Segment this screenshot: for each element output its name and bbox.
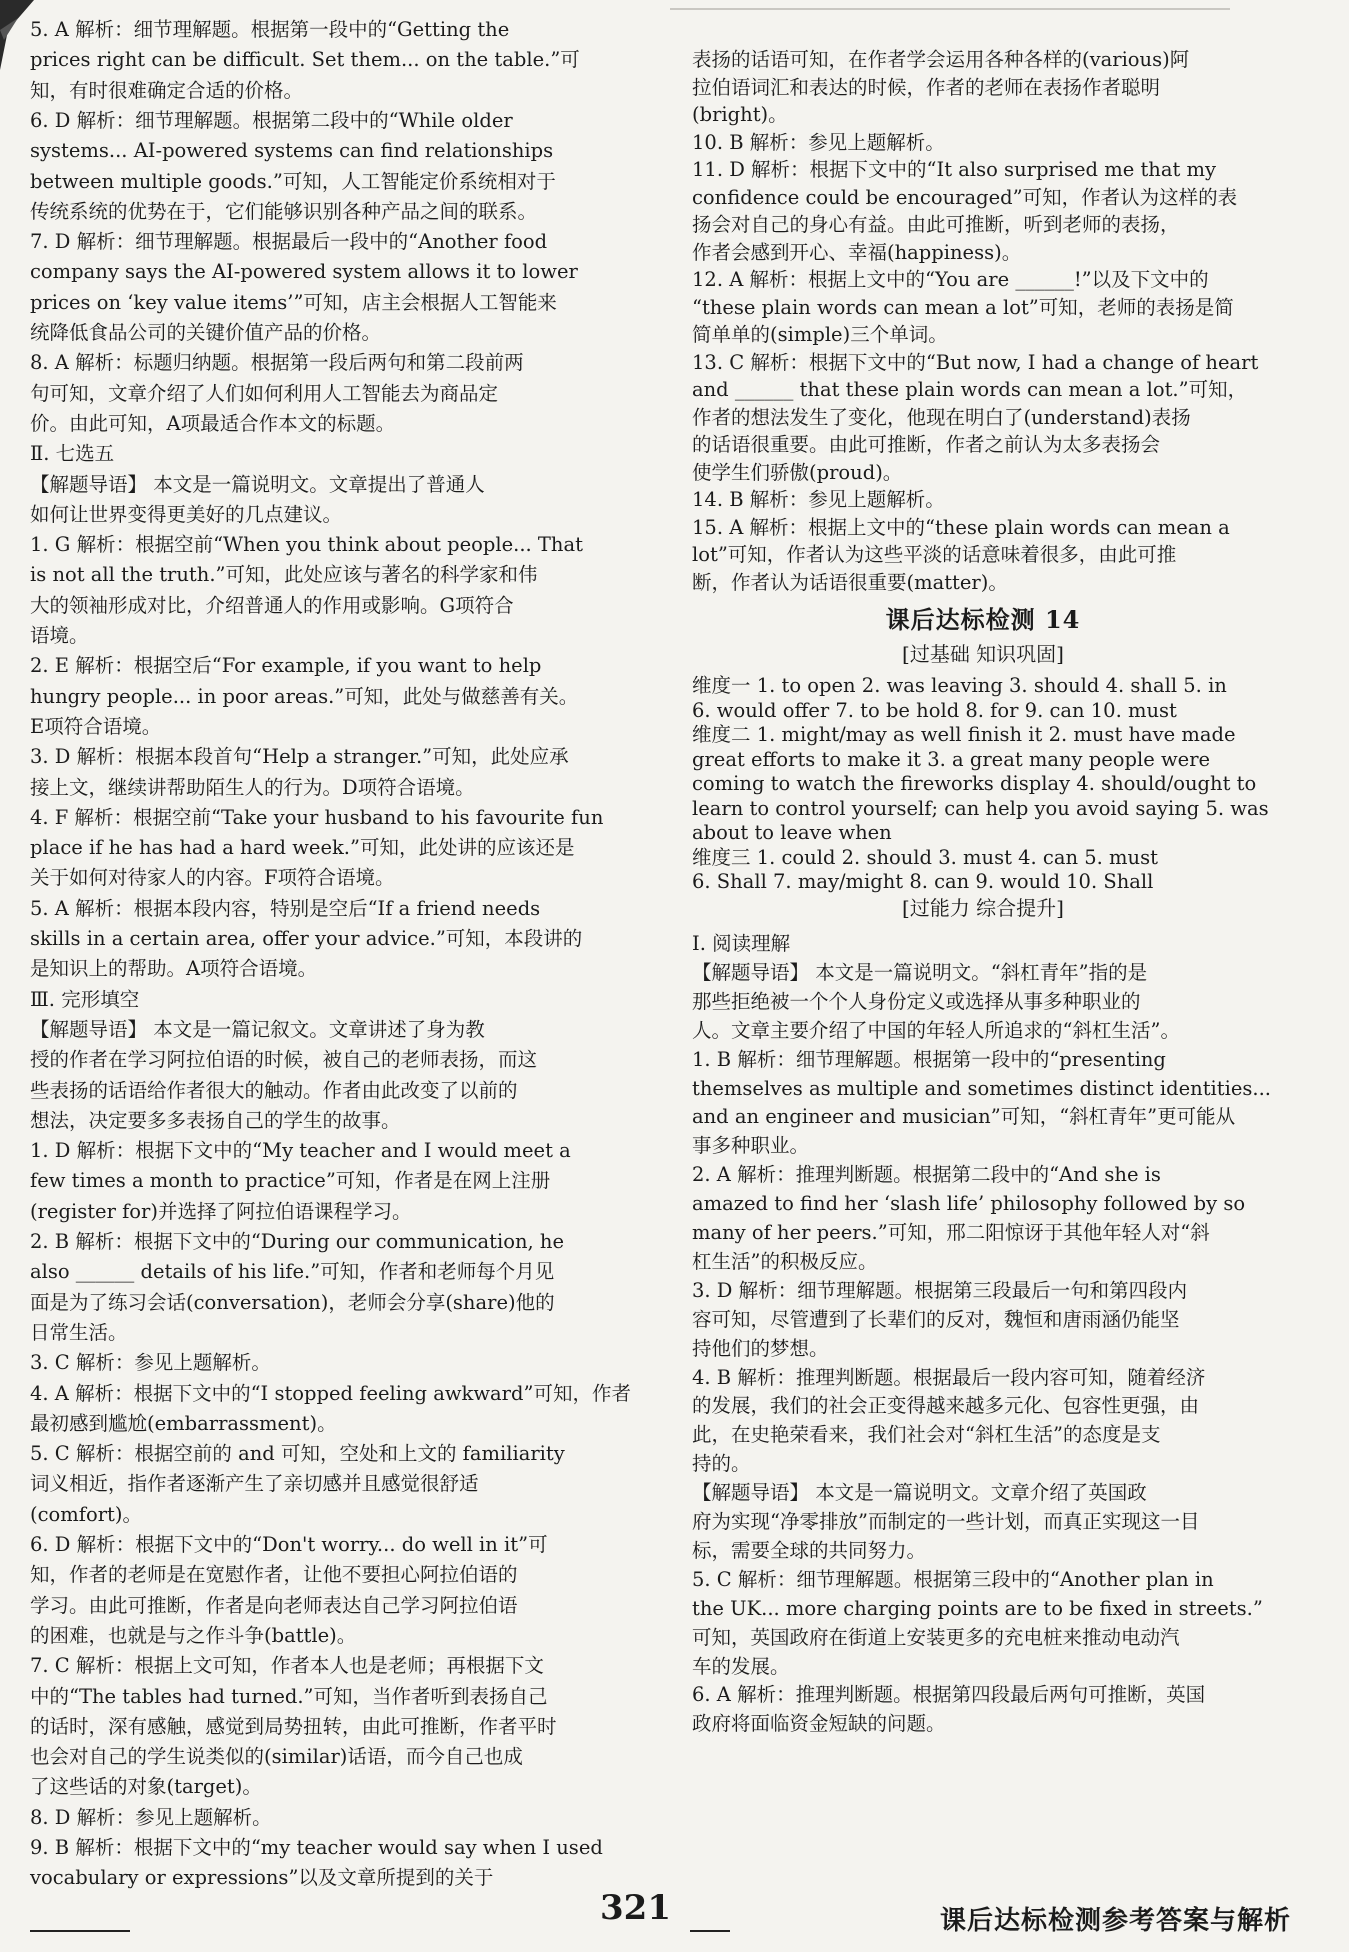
right-text-line: 的发展，我们的社会正变得越来越多元化、包容性更强，由 xyxy=(692,1394,1200,1418)
right-text-line: 6. Shall 7. may/might 8. can 9. would 10. Shall xyxy=(692,870,1154,893)
left-text-line: 些表扬的话语给作者很大的触动。作者由此改变了以前的 xyxy=(30,1078,518,1102)
left-text-line: 语境。 xyxy=(30,624,89,647)
left-text-line: place if he has had a hard week.”可知，此处讲的应该还是 xyxy=(30,836,575,860)
left-text-line: 想法，决定要多多表扬自己的学生的故事。 xyxy=(30,1108,401,1132)
right-text-line: 断，作者认为话语很重要(matter)。 xyxy=(692,570,1008,594)
left-text-line: Ⅲ. 完形填空 xyxy=(30,987,140,1011)
page-corner-mark xyxy=(0,0,34,70)
left-text-line: systems... AI-powered systems can find relationships xyxy=(30,139,554,163)
right-text-line: “these plain words can mean a lot”可知，老师的表扬是简 xyxy=(692,295,1234,319)
left-text-line: 2. B 解析：根据下文中的“During our communication, he xyxy=(30,1230,565,1253)
right-text-line: 11. D 解析：根据下文中的“It also surprised me that my xyxy=(692,158,1217,181)
section-subheading: [过能力 综合提升] xyxy=(902,896,1064,920)
left-text-line: 4. F 解析：根据空前“Take your husband to his favourite fun xyxy=(30,805,604,829)
right-text-line: 作者的想法发生了变化，他现在明白了(understand)表扬 xyxy=(692,405,1191,429)
right-text-line: 5. C 解析：细节理解题。根据第三段中的“Another plan in xyxy=(692,1567,1214,1591)
left-text-line: prices on ‘key value items’”可知，店主会根据人工智能来 xyxy=(30,290,557,314)
right-text-line: 【解题导语】 本文是一篇说明文。文章介绍了英国政 xyxy=(692,1481,1147,1505)
right-text-line: 杠生活”的积极反应。 xyxy=(692,1249,878,1273)
left-text-line: 1. G 解析：根据空前“When you think about people... That xyxy=(30,533,583,557)
right-text-line: 的话语很重要。由此可推断，作者之前认为太多表扬会 xyxy=(692,433,1161,456)
right-text-line: many of her peers.”可知，邢二阳惊讶于其他年轻人对“斜 xyxy=(692,1221,1210,1244)
right-text-line: 作者会感到开心、幸福(happiness)。 xyxy=(692,240,1022,264)
left-text-line: 9. B 解析：根据下文中的“my teacher would say when I used xyxy=(30,1836,603,1859)
right-text-line: 12. A 解析：根据上文中的“You are ______!”以及下文中的 xyxy=(692,268,1209,291)
left-text-line: also ______ details of his life.”可知，作者和老师每个月见 xyxy=(30,1260,555,1284)
right-text-line: 3. D 解析：细节理解题。根据第三段最后一句和第四段内 xyxy=(692,1278,1188,1302)
right-text-line: learn to control yourself; can help you avoid saying 5. was xyxy=(692,796,1269,820)
right-text-line: 1. B 解析：细节理解题。根据第一段中的“presenting xyxy=(692,1047,1166,1071)
left-text-line: 大的领袖形成对比，介绍普通人的作用或影响。G项符合 xyxy=(30,593,514,617)
section-subheading: [过基础 知识巩固] xyxy=(902,642,1064,666)
right-text-line: 人。文章主要介绍了中国的年轻人所追求的“斜杠生活”。 xyxy=(692,1018,1180,1042)
left-text-line: is not all the truth.”可知，此处应该与著名的科学家和伟 xyxy=(30,563,538,587)
right-text-line: 持的。 xyxy=(692,1452,751,1476)
left-text-line: 是知识上的帮助。A项符合语境。 xyxy=(30,957,318,981)
left-text-line: 了这些话的对象(target)。 xyxy=(30,1775,262,1799)
left-text-line: 最初感到尴尬(embarrassment)。 xyxy=(30,1411,337,1435)
right-text-line: 事多种职业。 xyxy=(692,1134,810,1158)
right-text-line: 此，在史艳荣看来，我们社会对“斜杠生活”的态度是支 xyxy=(692,1423,1161,1447)
footer-rule-left xyxy=(30,1930,130,1932)
right-text-line: 使学生们骄傲(proud)。 xyxy=(692,460,903,484)
left-text-line: 3. D 解析：根据本段首句“Help a stranger.”可知，此处应承 xyxy=(30,745,569,769)
left-text-line: 授的作者在学习阿拉伯语的时候，被自己的老师表扬，而这 xyxy=(30,1048,538,1072)
right-text-line: coming to watch the fireworks display 4. should/ought to xyxy=(692,772,1257,795)
footer-section-label: 课后达标检测参考答案与解析 xyxy=(940,1906,1292,1936)
left-text-line: few times a month to practice”可知，作者是在网上注册 xyxy=(30,1169,551,1193)
right-text-line: great efforts to make it 3. a great many people were xyxy=(692,747,1211,771)
left-text-line: 1. D 解析：根据下文中的“My teacher and I would meet a xyxy=(30,1139,571,1163)
left-text-line: hungry people... in poor areas.”可知，此处与做慈善有关。 xyxy=(30,684,579,708)
left-text-line: 8. A 解析：标题归纳题。根据第一段后两句和第二段前两 xyxy=(30,351,524,375)
left-text-line: skills in a certain area, offer your advice.”可知，本段讲的 xyxy=(30,927,583,950)
left-text-line: 6. D 解析：根据下文中的“Don't worry... do well in it”可 xyxy=(30,1533,548,1556)
left-text-line: 的话时，深有感触，感觉到局势扭转，由此可推断，作者平时 xyxy=(30,1714,557,1738)
left-text-line: 7. D 解析：细节理解题。根据最后一段中的“Another food xyxy=(30,230,548,254)
right-text-line: confidence could be encouraged”可知，作者认为这样的表 xyxy=(692,185,1238,209)
left-text-line: prices right can be difficult. Set them... on the table.”可 xyxy=(30,48,580,72)
right-text-line: 13. C 解析：根据下文中的“But now, I had a change of heart xyxy=(692,350,1259,374)
right-text-line: 维度三 1. could 2. should 3. must 4. can 5. must xyxy=(692,845,1158,869)
right-text-line: 10. B 解析：参见上题解析。 xyxy=(692,130,945,154)
right-text-line: themselves as multiple and sometimes distinct identities... xyxy=(692,1076,1271,1100)
right-text-line: about to leave when xyxy=(692,821,892,844)
right-text-line: 【解题导语】 本文是一篇说明文。“斜杠青年”指的是 xyxy=(692,960,1148,984)
left-text-line: 句可知，文章介绍了人们如何利用人工智能去为商品定 xyxy=(30,381,499,405)
left-text-line: 【解题导语】 本文是一篇说明文。文章提出了普通人 xyxy=(30,472,485,496)
right-text-line: and an engineer and musician”可知，“斜杠青年”更可能从 xyxy=(692,1105,1236,1129)
left-text-line: 面是为了练习会话(conversation)，老师会分享(share)他的 xyxy=(30,1290,555,1314)
left-text-line: 5. A 解析：细节理解题。根据第一段中的“Getting the xyxy=(30,18,510,41)
left-text-line: (register for)并选择了阿拉伯语课程学习。 xyxy=(30,1199,412,1223)
left-text-line: 关于如何对待家人的内容。F项符合语境。 xyxy=(30,866,395,890)
top-rule xyxy=(670,8,1230,10)
left-text-line: 接上文，继续讲帮助陌生人的行为。D项符合语境。 xyxy=(30,775,475,799)
left-text-line: 如何让世界变得更美好的几点建议。 xyxy=(30,502,343,526)
left-text-line: 传统系统的优势在于，它们能够识别各种产品之间的联系。 xyxy=(30,199,538,223)
right-text-line: 车的发展。 xyxy=(692,1654,790,1678)
right-text-line: 容可知，尽管遭到了长辈们的反对，魏恒和唐雨涵仍能坚 xyxy=(692,1307,1180,1331)
right-text-line: and ______ that these plain words can mean a lot.”可知， xyxy=(692,378,1248,401)
right-text-line: the UK... more charging points are to be fixed in streets.” xyxy=(692,1596,1263,1620)
right-text-line: 15. A 解析：根据上文中的“these plain words can mean a xyxy=(692,515,1230,539)
right-text-line: 府为实现“净零排放”而制定的一些计划，而真正实现这一目 xyxy=(692,1510,1200,1533)
left-text-line: (comfort)。 xyxy=(30,1502,142,1526)
right-text-line: 14. B 解析：参见上题解析。 xyxy=(692,488,945,511)
left-text-line: vocabulary or expressions”以及文章所提到的关于 xyxy=(30,1866,494,1890)
left-text-line: 的困难，也就是与之作斗争(battle)。 xyxy=(30,1623,357,1647)
right-text-line: (bright)。 xyxy=(692,103,788,126)
left-text-line: 4. A 解析：根据下文中的“I stopped feeling awkward”可知，作者 xyxy=(30,1381,631,1405)
left-text-line: 中的“The tables had turned.”可知，当作者听到表扬自己 xyxy=(30,1684,548,1708)
right-text-line: 2. A 解析：推理判断题。根据第二段中的“And she is xyxy=(692,1163,1161,1187)
right-text-line: 扬会对自己的身心有益。由此可推断，听到老师的表扬， xyxy=(692,213,1180,236)
right-text-line: amazed to find her ‘slash life’ philosophy followed by so xyxy=(692,1192,1246,1216)
left-text-line: 8. D 解析：参见上题解析。 xyxy=(30,1805,272,1829)
left-text-line: 2. E 解析：根据空后“For example, if you want to help xyxy=(30,654,542,678)
left-text-line: 3. C 解析：参见上题解析。 xyxy=(30,1351,271,1375)
right-text-line: 持他们的梦想。 xyxy=(692,1336,829,1360)
left-text-line: company says the AI-powered system allows it to lower xyxy=(30,260,578,284)
right-text-line: 4. B 解析：推理判断题。根据最后一段内容可知，随着经济 xyxy=(692,1365,1206,1389)
right-text-line: 维度一 1. to open 2. was leaving 3. should 4. shall 5. in xyxy=(692,674,1227,697)
footer-rule-right xyxy=(690,1930,730,1932)
right-text-line: 简单单的(simple)三个单词。 xyxy=(692,323,948,346)
section-title: 课后达标检测 14 xyxy=(885,605,1081,634)
left-text-line: 6. D 解析：细节理解题。根据第二段中的“While older xyxy=(30,108,513,132)
left-text-line: 知，作者的老师是在宽慰作者，让他不要担心阿拉伯语的 xyxy=(30,1563,518,1587)
left-text-line: 【解题导语】 本文是一篇记叙文。文章讲述了身为教 xyxy=(30,1017,485,1041)
left-text-line: E项符合语境。 xyxy=(30,714,162,738)
right-text-line: 表扬的话语可知，在作者学会运用各种各样的(various)阿 xyxy=(692,48,1190,71)
left-text-line: 也会对自己的学生说类似的(similar)话语，而今自己也成 xyxy=(30,1745,523,1769)
right-text-line: 维度二 1. might/may as well finish it 2. must have made xyxy=(692,723,1236,746)
right-text-line: 可知，英国政府在街道上安装更多的充电桩来推动电动汽 xyxy=(692,1625,1180,1649)
right-text-line: 6. would offer 7. to be hold 8. for 9. can 10. must xyxy=(692,698,1177,722)
left-text-line: 统降低食品公司的关键价值产品的价格。 xyxy=(30,321,382,344)
right-text-line: 拉伯语词汇和表达的时候，作者的老师在表扬作者聪明 xyxy=(692,75,1161,99)
left-text-line: 5. C 解析：根据空前的 and 可知，空处和上文的 familiarity xyxy=(30,1442,565,1466)
left-text-line: 日常生活。 xyxy=(30,1320,128,1344)
left-text-line: 词义相近，指作者逐渐产生了亲切感并且感觉很舒适 xyxy=(30,1472,479,1496)
right-text-line: 那些拒绝被一个个人身份定义或选择从事多种职业的 xyxy=(692,989,1141,1013)
left-text-line: 价。由此可知，A项最适合作本文的标题。 xyxy=(30,411,396,435)
left-text-line: 7. C 解析：根据上文可知，作者本人也是老师；再根据下文 xyxy=(30,1654,544,1678)
left-text-line: 知，有时很难确定合适的价格。 xyxy=(30,78,304,102)
left-text-line: 学习。由此可推断，作者是向老师表达自己学习阿拉伯语 xyxy=(30,1593,518,1617)
right-text-line: 6. A 解析：推理判断题。根据第四段最后两句可推断，英国 xyxy=(692,1683,1206,1707)
right-text-line: lot”可知，作者认为这些平淡的话意味着很多，由此可推 xyxy=(692,543,1177,566)
left-text-line: between multiple goods.”可知，人工智能定价系统相对于 xyxy=(30,169,556,193)
right-text-line: 标，需要全球的共同努力。 xyxy=(692,1538,927,1562)
right-text-line: 政府将面临资金短缺的问题。 xyxy=(692,1712,946,1736)
left-text-line: 5. A 解析：根据本段内容，特别是空后“If a friend needs xyxy=(30,896,541,920)
page-number: 321 xyxy=(600,1888,671,1928)
right-text-line: Ⅰ. 阅读理解 xyxy=(692,932,791,955)
left-text-line: Ⅱ. 七选五 xyxy=(30,442,115,466)
